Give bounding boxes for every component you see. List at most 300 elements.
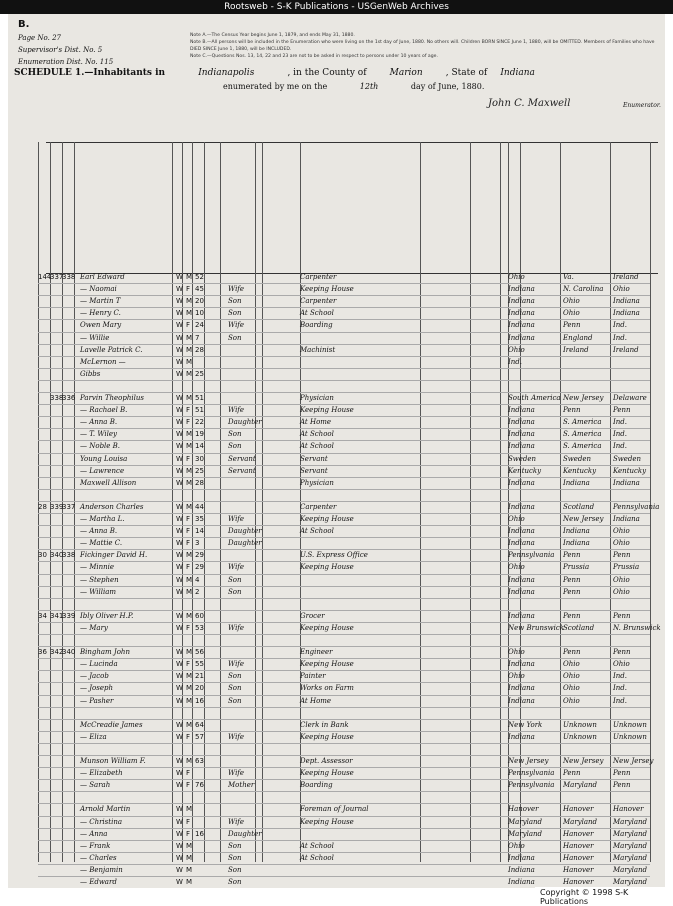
cell-s: F (186, 539, 191, 548)
cell-mb: Sweden (613, 454, 642, 463)
cell-mb: Kentucky (613, 466, 647, 475)
cell-fb: Penn (563, 587, 581, 596)
cell-name: — Anna B. (80, 418, 118, 427)
cell-mb: Prussia (613, 563, 640, 572)
cell-name: Lavelle Patrick C. (80, 345, 143, 354)
cell-b: Indiana (508, 442, 535, 451)
cell-name: — Joseph (80, 684, 113, 693)
cell-a: 25 (195, 466, 204, 475)
cell-mb: Ohio (613, 285, 630, 294)
cell-mb: Penn (613, 769, 631, 778)
cell-name: — William (80, 587, 117, 596)
cell-mb: Ind. (613, 333, 627, 342)
cell-f: 341 (50, 611, 64, 620)
cell-name: Munson William F. (80, 757, 146, 765)
cell-mb: Indiana (613, 297, 640, 306)
cell-a: 10 (195, 309, 204, 318)
cell-occ: At School (300, 853, 334, 862)
cell-rel: Daughter (228, 539, 262, 548)
cell-c: W (176, 539, 183, 548)
cell-h: 28 (38, 502, 47, 511)
cell-s: F (186, 660, 191, 669)
cell-mb: Unknown (613, 732, 647, 741)
cell-mb: Ireland (613, 345, 639, 354)
cell-s: F (186, 418, 191, 427)
cell-s: M (186, 648, 193, 657)
cell-s: F (186, 817, 191, 826)
cell-occ: Carpenter (300, 273, 337, 281)
cell-rel: Servant (228, 466, 256, 475)
cell-c: W (176, 406, 183, 415)
cell-c: W (176, 321, 183, 330)
cell-s: M (186, 805, 193, 814)
cell-rel: Son (228, 696, 242, 705)
cell-occ: Engineer (300, 648, 333, 657)
cell-b: Indiana (508, 406, 535, 415)
cell-fb: N. Carolina (563, 285, 604, 294)
cell-fb: Penn (563, 321, 581, 330)
cell-a: 22 (195, 418, 204, 427)
cell-name: — Charles (80, 853, 117, 862)
cell-c: W (176, 273, 183, 281)
cell-s: M (186, 502, 193, 511)
cell-b: Indiana (508, 696, 535, 705)
cell-occ: Physician (300, 394, 334, 402)
cell-occ: Carpenter (300, 297, 337, 306)
county-label: , in the County of (287, 68, 367, 78)
cell-rel: Wife (228, 732, 245, 741)
cell-s: M (186, 333, 193, 342)
cell-occ: Carpenter (300, 502, 337, 511)
cell-s: F (186, 527, 191, 536)
cell-s: M (186, 853, 193, 862)
cell-occ: At Home (300, 696, 332, 705)
cell-name: Parvin Theophilus (80, 394, 144, 402)
cell-occ: Keeping House (300, 817, 354, 826)
cell-s: M (186, 297, 193, 306)
cell-mb: Ohio (613, 587, 630, 596)
cell-fb: Ohio (563, 696, 580, 705)
cell-b: Indiana (508, 502, 535, 511)
cell-name: — Noble B. (80, 442, 121, 451)
cell-rel: Son (228, 853, 242, 862)
cell-f: 340 (50, 551, 64, 560)
cell-b: Pennsylvania (508, 781, 555, 790)
cell-c: W (176, 418, 183, 427)
cell-b: Indiana (508, 853, 535, 862)
cell-occ: Servant (300, 454, 328, 463)
cell-c: W (176, 853, 183, 862)
cell-rel: Son (228, 575, 242, 584)
cell-rel: Son (228, 587, 242, 596)
cell-a: 44 (195, 502, 204, 511)
cell-c: W (176, 817, 183, 826)
cell-mb: N. Brunswick (613, 623, 661, 632)
cell-b: New Brunswick (508, 623, 564, 632)
cell-c: W (176, 333, 183, 342)
cell-a: 28 (195, 345, 204, 354)
cell-fb: Hanover (563, 805, 594, 814)
cell-f: 342 (50, 648, 64, 657)
cell-mb: Unknown (613, 720, 647, 729)
cell-c: W (176, 829, 183, 838)
cell-s: M (186, 696, 193, 705)
cell-b: Indiana (508, 684, 535, 693)
cell-a: 3 (195, 539, 200, 548)
cell-mb: Ind. (613, 442, 627, 451)
enumeration-day: 12th (359, 82, 379, 91)
cell-c: W (176, 478, 183, 487)
cell-fb: Ohio (563, 297, 580, 306)
cell-c: W (176, 430, 183, 439)
cell-rel: Wife (228, 563, 245, 572)
cell-occ: At School (300, 430, 334, 439)
cell-name: — Anna (80, 829, 108, 838)
cell-s: F (186, 769, 191, 778)
cell-c: W (176, 345, 183, 354)
cell-fb: Ohio (563, 309, 580, 318)
cell-occ: Machinist (300, 345, 336, 354)
cell-occ: At School (300, 309, 334, 318)
cell-c: W (176, 575, 183, 584)
cell-name: Ibly Oliver H.P. (80, 611, 134, 620)
cell-fb: Kentucky (563, 466, 597, 475)
cell-c: W (176, 769, 183, 778)
cell-fb: Hanover (563, 878, 594, 886)
cell-occ: Painter (300, 672, 326, 681)
cell-s: M (186, 865, 193, 874)
cell-occ: Keeping House (300, 406, 354, 415)
cell-b: Indiana (508, 660, 535, 669)
cell-b: Indiana (508, 321, 535, 330)
cell-a: 20 (195, 297, 204, 306)
enumerated-line (223, 82, 484, 91)
cell-mb: Maryland (613, 841, 648, 850)
cell-rel: Wife (228, 515, 245, 523)
cell-name: — Eliza (80, 732, 107, 741)
cell-name: Anderson Charles (80, 502, 144, 511)
cell-name: Arnold Martin (80, 805, 131, 814)
cell-name: — Martha L. (80, 515, 125, 523)
cell-occ: Keeping House (300, 563, 354, 572)
cell-s: M (186, 757, 193, 765)
cell-c: W (176, 527, 183, 536)
cell-b: Ohio (508, 672, 525, 681)
cell-name: — Stephen (80, 575, 119, 584)
county-name: Marion (389, 68, 423, 78)
cell-n: 336 (62, 394, 76, 402)
cell-b: Ohio (508, 515, 525, 523)
cell-occ: At School (300, 841, 334, 850)
cell-f: 338 (50, 394, 64, 402)
cell-rel: Daughter (228, 527, 262, 536)
cell-occ: Physician (300, 478, 334, 487)
cell-s: F (186, 623, 191, 632)
cell-name: Young Louisa (80, 454, 128, 463)
cell-rel: Daughter (228, 829, 262, 838)
cell-c: W (176, 309, 183, 318)
cell-a: 53 (195, 623, 204, 632)
cell-mb: Ohio (613, 575, 630, 584)
cell-rel: Wife (228, 623, 245, 632)
cell-a: 57 (195, 732, 204, 741)
cell-s: M (186, 369, 193, 378)
cell-a: 24 (195, 321, 204, 330)
cell-c: W (176, 805, 183, 814)
cell-occ: Keeping House (300, 769, 354, 778)
cell-occ: Boarding (300, 781, 333, 790)
cell-name: Fickinger David H. (80, 551, 148, 560)
cell-name: McCreadie James (80, 720, 143, 729)
cell-s: M (186, 551, 193, 560)
cell-rel: Daughter (228, 418, 262, 427)
cell-b: Ohio (508, 563, 525, 572)
cell-a: 51 (195, 394, 204, 402)
cell-b: Hanover (508, 805, 539, 814)
cell-c: W (176, 442, 183, 451)
cell-occ: U.S. Express Office (300, 551, 368, 560)
cell-fb: Prussia (563, 563, 590, 572)
cell-rel: Wife (228, 660, 245, 669)
cell-b: Indiana (508, 865, 535, 874)
cell-b: Ohio (508, 648, 525, 657)
cell-rel: Son (228, 309, 242, 318)
cell-fb: Penn (563, 406, 581, 415)
cell-occ: Keeping House (300, 515, 354, 523)
cell-name: Earl Edward (80, 273, 125, 281)
cell-rel: Wife (228, 406, 245, 415)
cell-name: — Rachael B. (80, 406, 128, 415)
cell-name: — Edward (80, 878, 117, 886)
cell-fb: Maryland (563, 817, 598, 826)
cell-rel: Servant (228, 454, 256, 463)
copyright-footer: Copyright © 1998 S-K Publications (540, 888, 629, 906)
cell-mb: Delaware (613, 394, 647, 402)
cell-occ: Keeping House (300, 660, 354, 669)
cell-b: Ohio (508, 345, 525, 354)
cell-c: W (176, 285, 183, 294)
cell-fb: S. America (563, 430, 602, 439)
cell-s: M (186, 394, 193, 402)
cell-fb: Scotland (563, 623, 595, 632)
cell-a: 4 (195, 575, 200, 584)
cell-fb: Penn (563, 611, 581, 620)
cell-b: Pennsylvania (508, 769, 555, 778)
cell-mb: Penn (613, 781, 631, 790)
cell-mb: Indiana (613, 478, 640, 487)
cell-name: — Jacob (80, 672, 109, 681)
cell-s: M (186, 273, 193, 281)
cell-occ: Foreman of Journal (300, 805, 369, 814)
cell-occ: At Home (300, 418, 332, 427)
cell-b: Indiana (508, 527, 535, 536)
cell-fb: Ohio (563, 684, 580, 693)
cell-a: 14 (195, 527, 204, 536)
cell-name: — Willie (80, 333, 110, 342)
cell-rel: Son (228, 878, 242, 886)
cell-rel: Wife (228, 285, 245, 294)
cell-mb: Maryland (613, 817, 648, 826)
cell-rel: Son (228, 430, 242, 439)
cell-rel: Son (228, 684, 242, 693)
cell-occ: Clerk in Bank (300, 720, 349, 729)
cell-b: Indiana (508, 430, 535, 439)
cell-c: W (176, 720, 183, 729)
cell-c: W (176, 623, 183, 632)
cell-fb: England (563, 333, 593, 342)
cell-mb: Ohio (613, 660, 630, 669)
cell-b: Indiana (508, 732, 535, 741)
cell-occ: Servant (300, 466, 328, 475)
page-mark: B. (18, 19, 30, 30)
cell-mb: Ohio (613, 539, 630, 548)
cell-b: Indiana (508, 478, 535, 487)
cell-name: McLernon — (80, 357, 126, 366)
cell-s: F (186, 563, 191, 572)
cell-c: W (176, 611, 183, 620)
cell-a: 14 (195, 442, 204, 451)
cell-fb: Sweden (563, 454, 592, 463)
cell-name: — Elizabeth (80, 769, 123, 778)
cell-b: Indiana (508, 297, 535, 306)
cell-fb: Maryland (563, 781, 598, 790)
cell-name: — Lucinda (80, 660, 118, 669)
cell-c: W (176, 551, 183, 560)
schedule-line (14, 68, 535, 78)
place-name: Indianapolis (198, 68, 255, 78)
cell-h: 34 (38, 611, 47, 620)
cell-c: W (176, 502, 183, 511)
cell-b: Indiana (508, 611, 535, 620)
cell-a: 35 (195, 515, 204, 523)
cell-a: 30 (195, 454, 204, 463)
cell-name: — Minnie (80, 563, 115, 572)
cell-c: W (176, 563, 183, 572)
cell-name: Owen Mary (80, 321, 122, 330)
cell-b: Indiana (508, 587, 535, 596)
cell-b: Ohio (508, 273, 525, 281)
cell-s: M (186, 720, 193, 729)
cell-s: F (186, 406, 191, 415)
cell-h: 144 (38, 273, 52, 281)
cell-s: M (186, 309, 193, 318)
cell-s: M (186, 430, 193, 439)
cell-rel: Son (228, 865, 242, 874)
cell-mb: Penn (613, 648, 631, 657)
cell-c: W (176, 648, 183, 657)
cell-mb: Indiana (613, 309, 640, 318)
cell-c: W (176, 865, 183, 874)
cell-rel: Mother (228, 781, 255, 790)
cell-fb: New Jersey (563, 394, 604, 402)
cell-b: Maryland (508, 817, 543, 826)
cell-fb: Penn (563, 648, 581, 657)
cell-c: W (176, 357, 183, 366)
cell-a: 28 (195, 478, 204, 487)
cell-rel: Son (228, 442, 242, 451)
cell-s: F (186, 781, 191, 790)
cell-a: 55 (195, 660, 204, 669)
cell-occ: Keeping House (300, 285, 354, 294)
cell-c: W (176, 369, 183, 378)
cell-name: Bingham John (80, 648, 130, 657)
cell-c: W (176, 515, 183, 523)
cell-c: W (176, 732, 183, 741)
cell-a: 29 (195, 551, 204, 560)
schedule-title: SCHEDULE 1.—Inhabitants in (14, 68, 166, 78)
cell-c: W (176, 841, 183, 850)
cell-name: — Naomai (80, 285, 117, 294)
cell-fb: Hanover (563, 853, 594, 862)
cell-name: — Henry C. (80, 309, 121, 318)
cell-mb: Ind. (613, 684, 627, 693)
cell-name: — Lawrence (80, 466, 125, 475)
cell-a: 63 (195, 757, 204, 765)
cell-a: 21 (195, 672, 204, 681)
cell-n: 338 (62, 273, 76, 281)
cell-name: Gibbs (80, 369, 101, 378)
cell-mb: Indiana (613, 515, 640, 523)
cell-s: M (186, 357, 193, 366)
cell-b: Indiana (508, 285, 535, 294)
cell-mb: Pennsylvania (613, 502, 660, 511)
cell-mb: Ohio (613, 527, 630, 536)
enumeration-district: Enumeration Dist. No. 115 (18, 58, 114, 66)
cell-fb: Penn (563, 575, 581, 584)
cell-mb: Penn (613, 551, 631, 560)
cell-c: W (176, 587, 183, 596)
cell-c: W (176, 672, 183, 681)
cell-b: Indiana (508, 539, 535, 548)
cell-occ: Dept. Assessor (300, 757, 353, 765)
cell-c: W (176, 454, 183, 463)
cell-a: 76 (195, 781, 204, 790)
cell-occ: At School (300, 442, 334, 451)
cell-fb: Ireland (563, 345, 589, 354)
cell-s: M (186, 478, 193, 487)
cell-name: — T. Wiley (80, 430, 117, 439)
cell-rel: Wife (228, 769, 245, 778)
census-sheet (8, 14, 665, 888)
cell-s: M (186, 841, 193, 850)
cell-rel: Wife (228, 321, 245, 330)
cell-a: 16 (195, 829, 204, 838)
cell-b: Indiana (508, 418, 535, 427)
cell-s: F (186, 732, 191, 741)
cell-b: Kentucky (508, 466, 542, 475)
cell-rel: Son (228, 333, 242, 342)
cell-h: 36 (38, 648, 47, 657)
cell-b: Indiana (508, 575, 535, 584)
enumerated-label: enumerated by me on the (223, 82, 328, 91)
cell-s: M (186, 442, 193, 451)
cell-mb: Ind. (613, 430, 627, 439)
cell-rel: Son (228, 841, 242, 850)
cell-mb: Maryland (613, 829, 648, 838)
cell-rel: Son (228, 297, 242, 306)
note-c: Note C.—Questions Nos. 13, 14, 22 and 23 are not to be asked in respect to persons under 10 years of age. (190, 54, 438, 59)
cell-s: M (186, 345, 193, 354)
cell-b: Sweden (508, 454, 537, 463)
cell-occ: Grocer (300, 611, 325, 620)
cell-a: 2 (195, 587, 200, 596)
cell-mb: Ind. (613, 418, 627, 427)
cell-c: W (176, 684, 183, 693)
cell-fb: New Jersey (563, 757, 604, 765)
enumerator-label: Enumerator. (623, 102, 661, 109)
cell-f: 339 (50, 502, 64, 511)
cell-occ: Works on Farm (300, 684, 354, 693)
